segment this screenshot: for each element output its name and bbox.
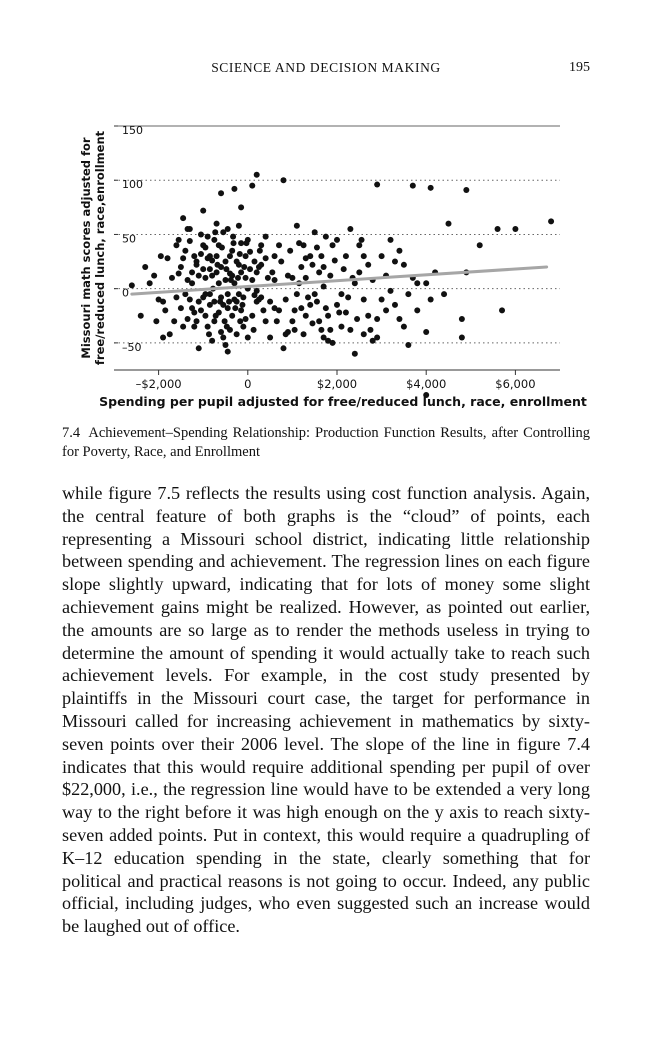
data-point: [323, 234, 329, 240]
data-point: [243, 240, 249, 246]
data-point: [230, 234, 236, 240]
data-point: [223, 342, 229, 348]
data-point: [232, 305, 238, 311]
data-point: [276, 242, 282, 248]
data-point: [289, 318, 295, 324]
scatter-points: [129, 172, 554, 398]
data-point: [251, 259, 257, 265]
data-point: [356, 242, 362, 248]
data-point: [200, 208, 206, 214]
data-point: [309, 262, 315, 268]
x-tick-label: –$2,000: [135, 377, 182, 391]
data-point: [287, 248, 293, 254]
data-point: [374, 334, 380, 340]
data-point: [441, 291, 447, 297]
data-point: [345, 294, 351, 300]
figure-caption: [62, 424, 590, 461]
data-point: [280, 345, 286, 351]
data-point: [180, 215, 186, 221]
data-point: [305, 294, 311, 300]
data-point: [167, 331, 173, 337]
data-point: [185, 226, 191, 232]
data-point: [405, 342, 411, 348]
y-tick-label: 50: [122, 232, 136, 246]
data-point: [176, 270, 182, 276]
data-point: [292, 327, 298, 333]
y-tick-label: 150: [122, 124, 143, 137]
data-point: [243, 316, 249, 322]
data-point: [234, 331, 240, 337]
data-point: [209, 273, 215, 279]
data-point: [249, 277, 255, 283]
data-point: [338, 291, 344, 297]
data-point: [301, 331, 307, 337]
data-point: [245, 334, 251, 340]
data-point: [237, 318, 243, 324]
data-point: [160, 334, 166, 340]
figure-number: 7.4: [62, 425, 81, 441]
data-point: [231, 186, 237, 192]
data-point: [206, 331, 212, 337]
data-point: [294, 291, 300, 297]
data-point: [307, 302, 313, 308]
data-point: [187, 297, 193, 303]
data-point: [194, 262, 200, 268]
data-point: [459, 334, 465, 340]
data-point: [194, 318, 200, 324]
data-point: [298, 264, 304, 270]
data-point: [361, 297, 367, 303]
data-point: [256, 297, 262, 303]
data-point: [223, 259, 229, 265]
data-point: [227, 253, 233, 259]
data-point: [191, 253, 197, 259]
data-point: [354, 316, 360, 322]
x-tick-label: 0: [244, 377, 252, 391]
data-point: [359, 237, 365, 243]
data-point: [224, 324, 230, 330]
data-point: [463, 187, 469, 193]
x-axis-ticks: [136, 370, 536, 391]
data-point: [392, 259, 398, 265]
data-point: [173, 294, 179, 300]
data-point: [236, 223, 242, 229]
data-point: [251, 327, 257, 333]
data-point: [225, 291, 231, 297]
data-point: [341, 266, 347, 272]
data-point: [147, 280, 153, 286]
data-point: [332, 257, 338, 263]
data-point: [198, 251, 204, 257]
data-point: [321, 283, 327, 289]
data-point: [158, 253, 164, 259]
data-point: [254, 288, 260, 294]
data-point: [316, 318, 322, 324]
data-point: [187, 238, 193, 244]
data-point: [269, 269, 275, 275]
data-point: [249, 313, 255, 319]
data-point: [216, 280, 222, 286]
data-point: [178, 264, 184, 270]
data-point: [237, 251, 243, 257]
data-point: [228, 277, 234, 283]
scatter-chart: [62, 118, 592, 414]
data-point: [171, 318, 177, 324]
data-point: [223, 266, 229, 272]
data-point: [238, 269, 244, 275]
data-point: [423, 329, 429, 335]
data-point: [314, 244, 320, 250]
data-point: [312, 229, 318, 235]
data-point: [238, 240, 244, 246]
data-point: [226, 299, 232, 305]
data-point: [202, 275, 208, 281]
data-point: [160, 299, 166, 305]
data-point: [214, 221, 220, 227]
data-point: [138, 313, 144, 319]
data-point: [200, 242, 206, 248]
data-point: [189, 305, 195, 311]
data-point: [231, 240, 237, 246]
data-point: [223, 277, 229, 283]
data-point: [272, 277, 278, 283]
data-point: [243, 275, 249, 281]
data-point: [410, 183, 416, 189]
y-tick-label: –50: [122, 340, 142, 354]
data-point: [239, 302, 245, 308]
data-point: [218, 190, 224, 196]
data-point: [185, 316, 191, 322]
data-point: [298, 305, 304, 311]
data-point: [312, 291, 318, 297]
data-point: [207, 266, 213, 272]
data-point: [162, 307, 168, 313]
data-point: [257, 248, 263, 254]
x-tick-label: $6,000: [495, 377, 536, 391]
data-point: [189, 269, 195, 275]
data-point: [267, 299, 273, 305]
data-point: [241, 264, 247, 270]
data-point: [243, 253, 249, 259]
data-point: [294, 223, 300, 229]
data-point: [303, 275, 309, 281]
data-point: [235, 275, 241, 281]
data-point: [309, 320, 315, 326]
data-point: [205, 234, 211, 240]
data-point: [153, 318, 159, 324]
data-point: [263, 318, 269, 324]
data-point: [129, 282, 135, 288]
data-point: [392, 302, 398, 308]
data-point: [338, 324, 344, 330]
data-point: [231, 297, 237, 303]
data-point: [379, 297, 385, 303]
data-point: [240, 324, 246, 330]
data-point: [234, 259, 240, 265]
page-number: 195: [569, 60, 590, 75]
data-point: [202, 313, 208, 319]
data-point: [334, 237, 340, 243]
data-point: [280, 177, 286, 183]
data-point: [396, 316, 402, 322]
data-point: [196, 299, 202, 305]
data-point: [414, 307, 420, 313]
data-point: [303, 313, 309, 319]
data-point: [334, 302, 340, 308]
data-point: [414, 280, 420, 286]
data-point: [330, 340, 336, 346]
data-point: [238, 204, 244, 210]
data-point: [512, 226, 518, 232]
data-point: [254, 172, 260, 178]
data-point: [263, 255, 269, 261]
data-point: [388, 288, 394, 294]
data-point: [477, 242, 483, 248]
data-point: [388, 237, 394, 243]
data-point: [220, 334, 226, 340]
data-point: [222, 318, 228, 324]
data-point: [405, 291, 411, 297]
x-tick-label: $2,000: [316, 377, 358, 391]
data-point: [356, 269, 362, 275]
data-point: [327, 327, 333, 333]
data-point: [202, 291, 208, 297]
data-point: [198, 307, 204, 313]
data-point: [249, 183, 255, 189]
y-axis-label-line-1: free/reduced lunch, race,enrollment: [93, 130, 107, 366]
data-point: [383, 307, 389, 313]
running-head: [62, 60, 590, 80]
data-point: [218, 329, 224, 335]
data-point: [247, 249, 253, 255]
data-point: [401, 262, 407, 268]
data-point: [211, 299, 217, 305]
data-point: [374, 182, 380, 188]
data-point: [327, 273, 333, 279]
data-point: [548, 218, 554, 224]
data-point: [185, 277, 191, 283]
data-point: [343, 253, 349, 259]
data-point: [446, 221, 452, 227]
data-point: [323, 305, 329, 311]
data-point: [240, 294, 246, 300]
data-point: [307, 253, 313, 259]
data-point: [374, 316, 380, 322]
data-point: [213, 313, 219, 319]
y-tick-label: 100: [122, 178, 143, 192]
data-point: [169, 275, 175, 281]
data-point: [365, 313, 371, 319]
data-point: [176, 237, 182, 243]
data-point: [214, 253, 220, 259]
data-point: [211, 237, 217, 243]
data-point: [318, 253, 324, 259]
data-point: [296, 240, 302, 246]
data-point: [198, 231, 204, 237]
data-point: [314, 299, 320, 305]
data-point: [283, 297, 289, 303]
data-point: [318, 327, 324, 333]
data-point: [196, 273, 202, 279]
data-point: [379, 253, 385, 259]
data-point: [263, 234, 269, 240]
data-point: [265, 275, 271, 281]
data-point: [151, 273, 157, 279]
data-point: [205, 324, 211, 330]
data-point: [165, 255, 171, 261]
data-point: [211, 318, 217, 324]
data-point: [219, 244, 225, 250]
data-point: [196, 345, 202, 351]
data-point: [182, 248, 188, 254]
data-point: [352, 351, 358, 357]
data-point: [401, 324, 407, 330]
data-point: [272, 305, 278, 311]
data-point: [205, 255, 211, 261]
data-point: [178, 305, 184, 311]
data-point: [267, 334, 273, 340]
data-point: [495, 226, 501, 232]
data-point: [343, 310, 349, 316]
data-point: [274, 318, 280, 324]
data-point: [229, 248, 235, 254]
data-point: [330, 242, 336, 248]
data-point: [258, 242, 264, 248]
x-axis-label: Spending per pupil adjusted for free/reduced lunch, race, enrollment: [99, 394, 587, 409]
data-point: [428, 185, 434, 191]
running-head-title: SCIENCE AND DECISION MAKING: [211, 60, 441, 75]
data-point: [214, 262, 220, 268]
data-point: [428, 297, 434, 303]
data-point: [423, 280, 429, 286]
data-point: [278, 259, 284, 265]
data-point: [396, 248, 402, 254]
y-tick-label: 0: [122, 286, 129, 300]
data-point: [180, 255, 186, 261]
data-point: [209, 338, 215, 344]
data-point: [173, 242, 179, 248]
data-point: [365, 262, 371, 268]
data-point: [336, 310, 342, 316]
data-point: [361, 331, 367, 337]
data-point: [325, 313, 331, 319]
y-axis-label-line-2: Missouri math scores adjusted for: [79, 137, 93, 359]
data-point: [200, 266, 206, 272]
data-point: [361, 253, 367, 259]
data-point: [347, 226, 353, 232]
data-point: [238, 307, 244, 313]
data-point: [229, 313, 235, 319]
figure-caption-text: Achievement–Spending Relationship: Production Function Results, after Controlling for Poverty, Race, and Enrollment: [62, 425, 590, 460]
data-point: [347, 327, 353, 333]
data-point: [258, 262, 264, 268]
data-point: [292, 307, 298, 313]
data-point: [191, 324, 197, 330]
data-point: [272, 253, 278, 259]
data-point: [225, 226, 231, 232]
data-point: [367, 327, 373, 333]
data-point: [142, 264, 148, 270]
data-point: [247, 266, 253, 272]
data-point: [212, 229, 218, 235]
y-axis-ticks: [114, 124, 143, 354]
data-point: [260, 307, 266, 313]
data-point: [254, 269, 260, 275]
body-paragraph: while figure 7.5 reflects the results using cost function analysis. Again, the central feature of both graphs is the “cloud” of points, each representing a Missouri school district, indicating little relationship between spending and achievement. The regression lines on each figure slope slightly upward, indicating that for lots of money some slight achievement gains might be realized. However, as pointed out earlier, the amounts are so large as to render the methods useless in trying to determine the amount of spending it would actually take to reach such achievement levels. For example, in the cost study presented by plaintiffs in the Missouri court case, the target for performance in Missouri called for increasing achievement in mathematics by sixty-seven points over their 2006 level. The slope of the line in figure 7.4 indicates that this would require additional spending per pupil of over $22,000, i.e., the regression line would have to be extended a very long way to the right before it was high enough on the y axis to reach sixty-seven added points. Put in context, this would require a quadrupling of K–12 education spending in the state, clearly something that for political and practical reasons is not going to occur. Indeed, any public official, including judges, who even suggested such an increase would be laughed out of office.: [62, 483, 590, 937]
data-point: [283, 331, 289, 337]
data-point: [316, 269, 322, 275]
data-point: [180, 324, 186, 330]
data-point: [289, 275, 295, 281]
x-tick-label: $4,000: [406, 377, 447, 391]
data-point: [217, 299, 223, 305]
data-point: [321, 264, 327, 270]
data-point: [225, 349, 231, 355]
data-point: [499, 307, 505, 313]
data-point: [459, 316, 465, 322]
